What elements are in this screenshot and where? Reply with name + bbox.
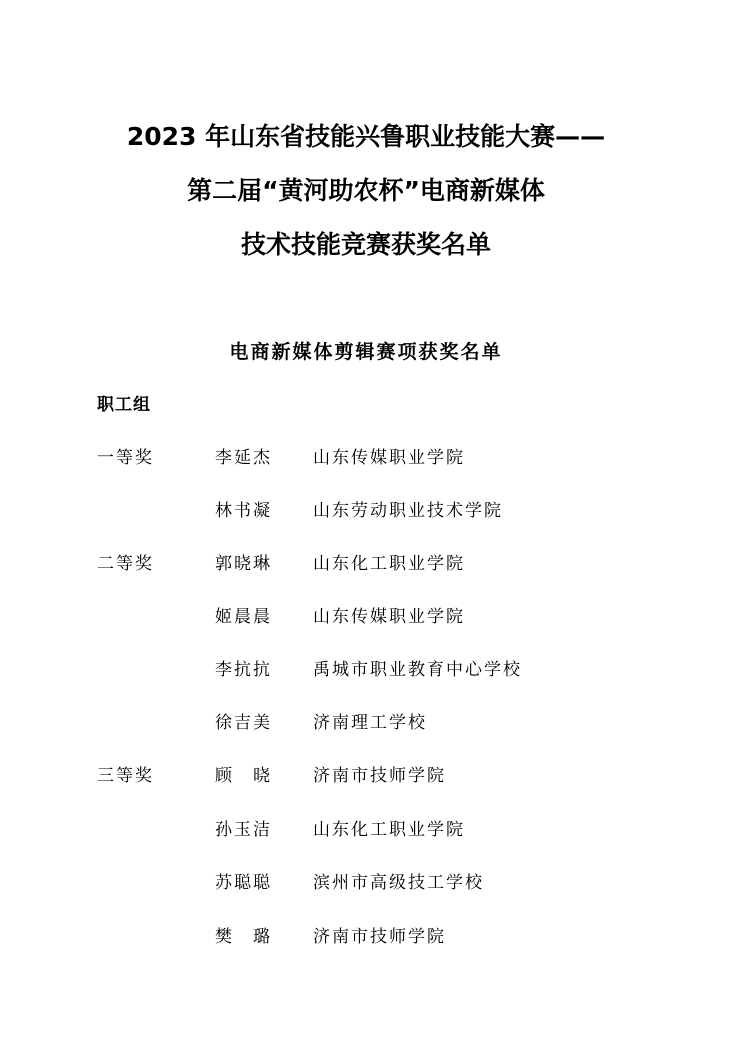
document-title-line-3: 技术技能竞赛获奖名单: [240, 230, 491, 259]
award-level: 一等奖: [97, 448, 154, 468]
award-row: [0, 924, 732, 950]
winner-name: 郭晓琳: [215, 554, 272, 574]
winner-school: 山东化工职业学院: [313, 554, 465, 574]
winner-name: 徐吉美: [215, 713, 272, 733]
winner-school: 山东化工职业学院: [313, 820, 465, 840]
winner-name: 李延杰: [215, 448, 272, 468]
winner-name: 李抗抗: [215, 660, 272, 680]
award-level: 二等奖: [97, 554, 154, 574]
winner-school: 山东传媒职业学院: [313, 607, 465, 627]
award-row: [0, 604, 732, 630]
winner-school: 济南市技师学院: [313, 766, 446, 786]
winner-name: 樊 璐: [215, 927, 272, 947]
document-title-line-1: 2023 年山东省技能兴鲁职业技能大赛——: [126, 122, 606, 151]
award-row: [0, 445, 732, 471]
award-row: [0, 870, 732, 896]
award-row: [0, 498, 732, 524]
winner-school: 山东传媒职业学院: [313, 448, 465, 468]
document-title-line-2: 第二届“黄河助农杯”电商新媒体: [187, 176, 545, 205]
winner-name: 苏聪聪: [215, 873, 272, 893]
section-title: 电商新媒体剪辑赛项获奖名单: [229, 341, 503, 363]
award-row: [0, 551, 732, 577]
winner-school: 济南市技师学院: [313, 927, 446, 947]
award-row: [0, 710, 732, 736]
award-level: 三等奖: [97, 766, 154, 786]
winner-school: 济南理工学校: [313, 713, 427, 733]
group-label: 职工组: [97, 395, 151, 415]
award-row: [0, 817, 732, 843]
award-row: [0, 763, 732, 789]
winner-name: 林书凝: [215, 501, 272, 521]
winner-school: 滨州市高级技工学校: [313, 873, 484, 893]
winner-school: 禹城市职业教育中心学校: [313, 660, 522, 680]
award-row: [0, 657, 732, 683]
winner-name: 顾 晓: [215, 766, 272, 786]
winner-school: 山东劳动职业技术学院: [313, 501, 503, 521]
winner-name: 姬晨晨: [215, 607, 272, 627]
winner-name: 孙玉洁: [215, 820, 272, 840]
